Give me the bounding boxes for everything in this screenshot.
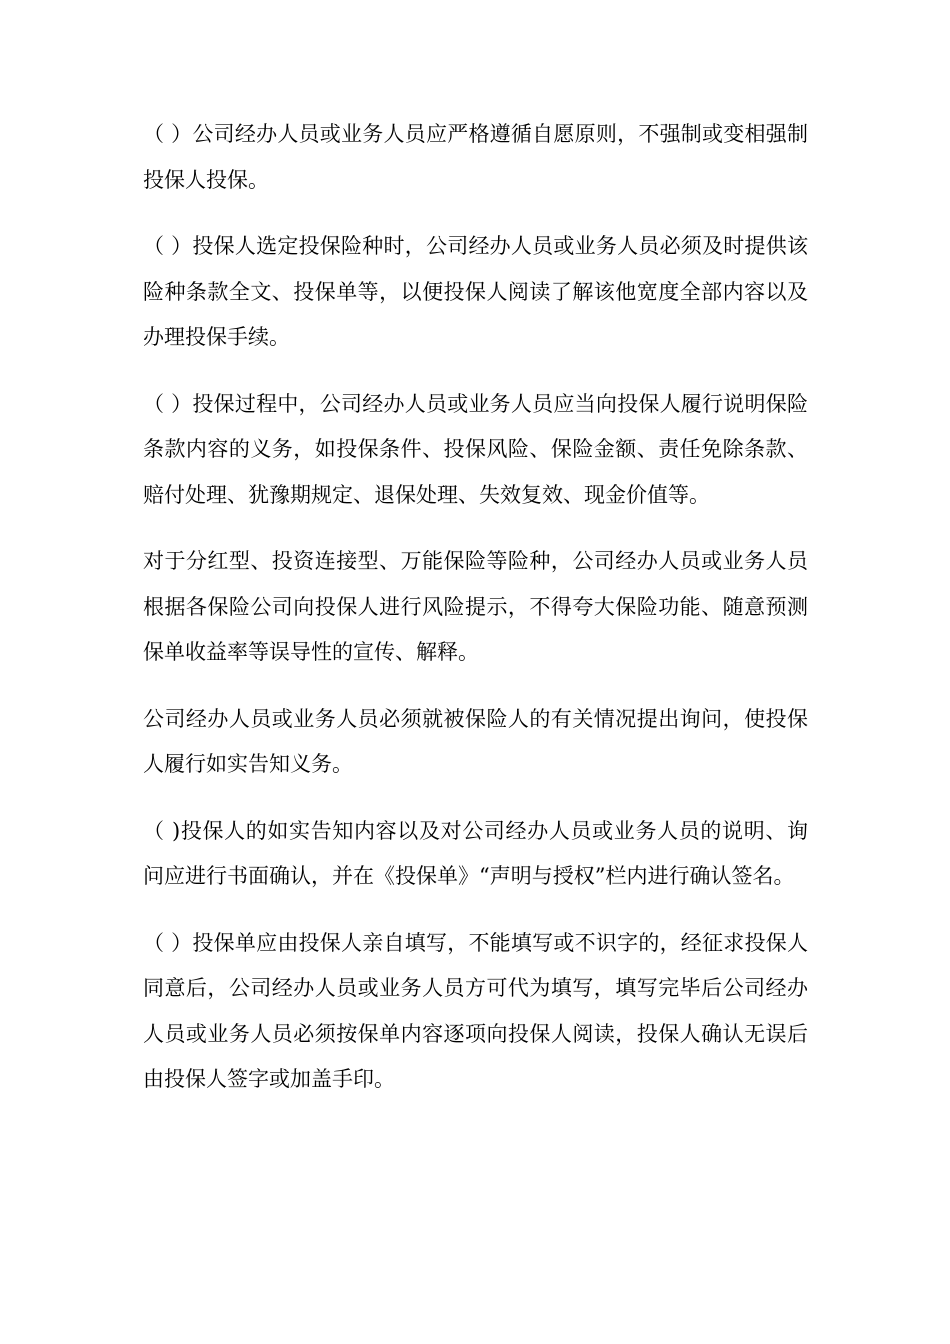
document-body	[143, 112, 808, 1103]
paragraph-risk-warning: 对于分红型、投资连接型、万能保险等险种，公司经办人员或业务人员根据各保险公司向投保人进行风险提示，不得夸大保险功能、随意预测保单收益率等误导性的宣传、解释。	[143, 549, 808, 664]
paragraph-self-fill-form: （ ）投保单应由投保人亲自填写，不能填写或不识字的，经征求投保人同意后，公司经办人员或业务人员方可代为填写，填写完毕后公司经办人员或业务人员必须按保单内容逐项向投保人阅读，投保人确认无误后由投保人签字或加盖手印。	[143, 930, 808, 1091]
paragraph-voluntary-principle: （ ）公司经办人员或业务人员应严格遵循自愿原则，不强制或变相强制投保人投保。	[143, 122, 808, 192]
paragraph-written-confirmation: （ )投保人的如实告知内容以及对公司经办人员或业务人员的说明、询问应进行书面确认，并在《投保单》“声明与授权”栏内进行确认签名。	[143, 818, 808, 888]
paragraph-provide-terms: （ ）投保人选定投保险种时，公司经办人员或业务人员必须及时提供该险种条款全文、投保单等，以便投保人阅读了解该他宽度全部内容以及办理投保手续。	[143, 234, 808, 349]
paragraph-inquiry-disclosure: 公司经办人员或业务人员必须就被保险人的有关情况提出询问，使投保人履行如实告知义务。	[143, 706, 808, 776]
paragraph-explain-terms: （ ）投保过程中，公司经办人员或业务人员应当向投保人履行说明保险条款内容的义务，如投保条件、投保风险、保险金额、责任免除条款、赔付处理、犹豫期规定、退保处理、失效复效、现金价值等。	[143, 391, 808, 507]
